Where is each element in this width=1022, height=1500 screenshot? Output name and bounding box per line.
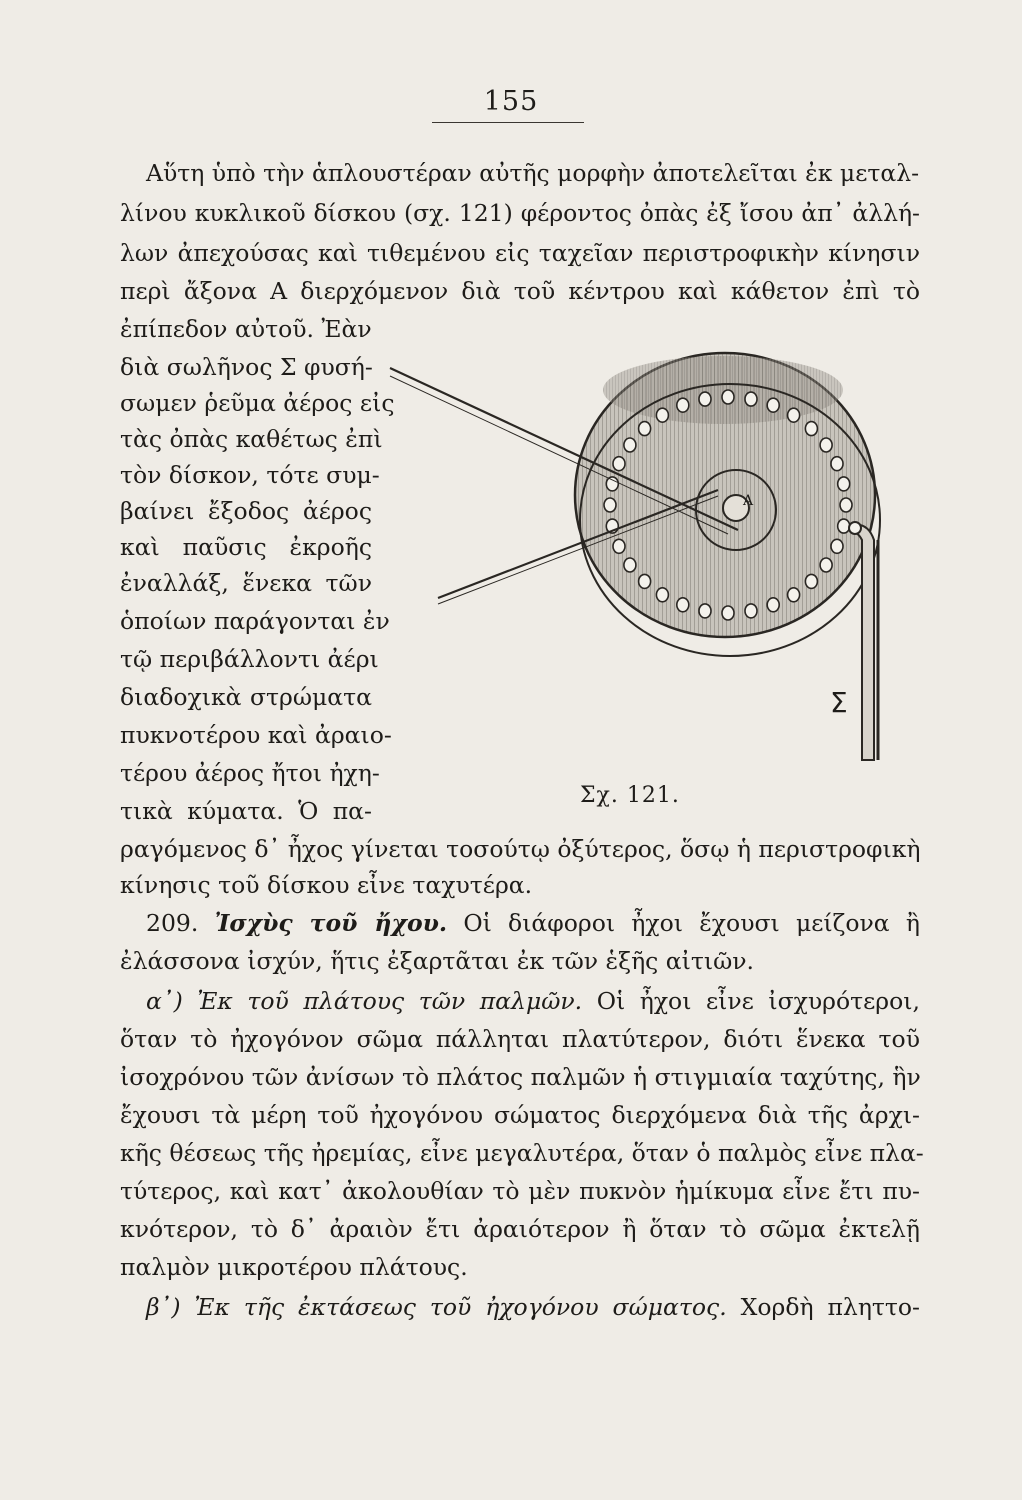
disc-hole	[820, 438, 832, 452]
disc-hole	[767, 398, 779, 412]
wrap-line: τικὰ κύματα. Ὁ πα-	[120, 797, 372, 825]
section-title: Ἰσχὺς τοῦ ἤχου.	[214, 909, 448, 937]
section-209-line	[146, 906, 920, 940]
section-text: Οἱ διάφοροι ἦχοι ἔχουσι μείζονα ἢ	[463, 909, 920, 937]
wrap-line: τὰς ὀπὰς καθέτως ἐπὶ	[120, 425, 383, 453]
disc-hole	[699, 604, 711, 618]
disc-hole	[788, 588, 800, 602]
wrap-line: βαίνει ἔξοδος ἀέρος	[120, 497, 372, 525]
disc-hole	[639, 422, 651, 436]
disc-hole	[722, 390, 734, 404]
wrap-line: σωμεν ῥεῦμα ἀέρος εἰς	[120, 389, 395, 417]
point-a-line: ἔχουσι τὰ μέρη τοῦ ἠχογόνου σώματος διερχόμενα διὰ τῆς ἀρχι-	[120, 1101, 920, 1129]
disc-hole	[805, 574, 817, 588]
disc-hole	[820, 558, 832, 572]
point-a-line: ἰσοχρόνου τῶν ἀνίσων τὸ πλάτος παλμῶν ἡ στιγμιαία ταχύτης, ἣν	[120, 1063, 921, 1091]
disc-hole	[656, 408, 668, 422]
wrap-line: πυκνοτέρου καὶ ἀραιο-	[120, 721, 392, 749]
disc-hole	[831, 539, 843, 553]
siren-disc-illustration	[378, 340, 918, 780]
intro-line: Αὕτη ὑπὸ τὴν ἁπλουστέραν αὐτῆς μορφὴν ἀποτελεῖται ἐκ μεταλ-	[146, 159, 920, 187]
disc-hole	[831, 457, 843, 471]
disc-hole	[840, 498, 852, 512]
wrap-line: τὸν δίσκον, τότε συμ-	[120, 461, 380, 489]
point-a-line: κῆς θέσεως τῆς ἠρεμίας, εἶνε μεγαλυτέρα, ὅταν ὁ παλμὸς εἶνε πλα-	[120, 1139, 924, 1167]
header-rule	[432, 122, 584, 123]
disc-hole	[699, 392, 711, 406]
disc-hole	[639, 574, 651, 588]
section-209-line: ἐλάσσονα ἰσχύν, ἥτις ἐξαρτᾶται ἐκ τῶν ἑξῆς αἰτιῶν.	[120, 947, 754, 975]
point-a-line: κνότερον, τὸ δ᾽ ἀραιὸν ἔτι ἀραιότερον ἢ ὅταν τὸ σῶμα ἐκτελῇ	[120, 1215, 920, 1243]
end-line: ραγόμενος δ᾽ ἦχος γίνεται τοσούτῳ ὀξύτερος, ὅσῳ ἡ περιστροφικὴ	[120, 835, 921, 863]
point-a-line: παλμὸν μικροτέρου πλάτους.	[120, 1253, 468, 1281]
disc-hole	[745, 392, 757, 406]
section-number: 209.	[146, 909, 199, 937]
intro-line: λων ἀπεχούσας καὶ τιθεμένου εἰς ταχεῖαν περιστροφικὴν κίνησιν	[120, 239, 920, 267]
wrap-line: διαδοχικὰ στρώματα	[120, 683, 372, 711]
wrap-line: διὰ σωλῆνος Σ φυσή-	[120, 353, 373, 381]
disc-hole	[613, 457, 625, 471]
point-a-heading-line	[146, 984, 920, 1018]
disc-hole	[722, 606, 734, 620]
tube-label: Σ	[830, 686, 848, 719]
page-number: 155	[483, 86, 539, 117]
point-a-text: Οἱ ἦχοι εἶνε ἰσχυρότεροι,	[596, 987, 920, 1015]
wrap-line: ὁποίων παράγονται ἐν	[120, 607, 390, 635]
point-b-label: β᾽)	[146, 1293, 181, 1321]
wrap-line: καὶ παῦσις ἐκροῆς	[120, 533, 372, 561]
wrap-line: τέρου ἀέρος ἤτοι ἠχη-	[120, 759, 380, 787]
disc-hole	[838, 519, 850, 533]
disc-hole	[613, 539, 625, 553]
point-a-title: Ἐκ τοῦ πλάτους τῶν παλμῶν.	[197, 987, 583, 1015]
figure-caption: Σχ. 121.	[580, 783, 680, 808]
wrap-line: ἐναλλάξ, ἕνεκα τῶν	[120, 569, 372, 597]
disc-hole	[606, 477, 618, 491]
intro-line: περὶ ἄξονα Α διερχόμενον διὰ τοῦ κέντρου καὶ κάθετον ἐπὶ τὸ	[120, 277, 920, 305]
disc-hole	[677, 398, 689, 412]
end-line: κίνησις τοῦ δίσκου εἶνε ταχυτέρα.	[120, 871, 533, 899]
disc-hole	[805, 422, 817, 436]
disc-hole	[656, 588, 668, 602]
disc-hole	[788, 408, 800, 422]
intro-line: ἐπίπεδον αὐτοῦ. Ἐὰν	[120, 315, 372, 343]
siren-disc-figure	[378, 340, 918, 780]
wrap-line: τῷ περιβάλλοντι ἀέρι	[120, 645, 379, 673]
point-b-line	[146, 1290, 920, 1324]
point-a-line: ὅταν τὸ ἠχογόνον σῶμα πάλληται πλατύτερον, διότι ἕνεκα τοῦ	[120, 1025, 920, 1053]
disc-hole	[624, 438, 636, 452]
point-b-text: Χορδὴ πληττο-	[740, 1293, 920, 1321]
disc-hole	[604, 498, 616, 512]
point-a-label: α᾽)	[146, 987, 183, 1015]
disc-hole	[838, 477, 850, 491]
disc-hole	[624, 558, 636, 572]
point-b-title: Ἐκ τῆς ἐκτάσεως τοῦ ἠχογόνου σώματος.	[194, 1293, 727, 1321]
axis-label: Α	[743, 493, 754, 509]
point-a-line: τύτερος, καὶ κατ᾽ ἀκολουθίαν τὸ μὲν πυκνὸν ἡμίκυμα εἶνε ἔτι πυ-	[120, 1177, 920, 1205]
disc-hole	[745, 604, 757, 618]
disc-hole	[767, 598, 779, 612]
disc-hole	[677, 598, 689, 612]
intro-line: λίνου κυκλικοῦ δίσκου (σχ. 121) φέροντος ὀπὰς ἐξ ἴσου ἀπ᾽ ἀλλή-	[120, 199, 920, 227]
